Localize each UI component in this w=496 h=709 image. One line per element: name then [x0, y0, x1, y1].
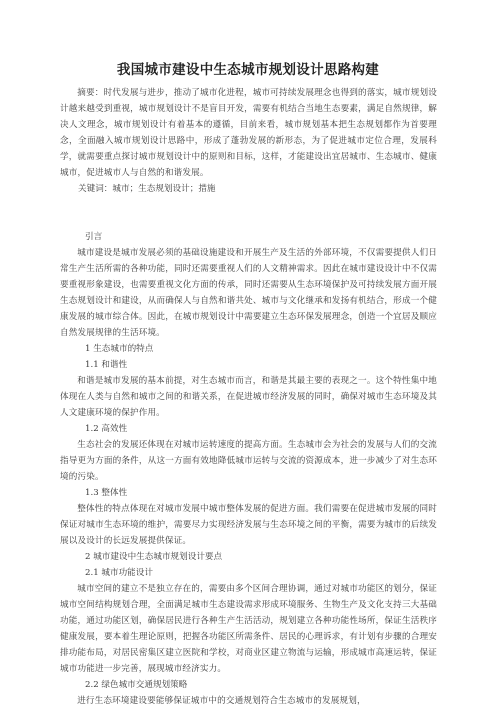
section-1-2-paragraph: 生态社会的发展还体现在对城市运转速度的提高方面。生态城市会为社会的发展与人们的交流指导更为方面的条件，从这一方面有效地降低城市运转与交流的资源成本，进一步减少了对生态环境的污染。: [60, 440, 437, 482]
intro-heading: 引言: [85, 232, 103, 242]
section-2-1-heading: 2.1 城市功能设计: [85, 568, 153, 578]
abstract-paragraph: 摘要：时代发展与进步，推动了城市化进程，城市可持续发展理念也得到的落实，城市规划设计越来越受到重视，城市规划设计不是盲目开发，需要有机结合当地生态要素，满足自然规律，解决人文理念，城市规划设计有着基本的遵循，目前来看，城市规划基本把生态规划都作为首要理念，全面融入城市规划设计思路中，形成了蓬勃发展的新形态，为了促进城市定位合理，发展科学，就需要重点探讨城市规划设计中的原则和目标，这样，才能建设出宜居城市、生态城市、健康城市，促进城市人与自然的和谐发展。: [60, 88, 437, 178]
section-2-2-heading: 2.2 绿色城市交通规划策略: [85, 680, 188, 690]
spacer: [60, 197, 437, 213]
document-body: [60, 85, 437, 709]
section-2-2-paragraph: 进行生态环境建设要能够保证城市中的交通规划符合生态城市的发展规划，: [77, 696, 366, 706]
section-1-3-heading: 1.3 整体性: [85, 488, 128, 498]
section-1-1-heading: 1.1 和谐性: [85, 360, 128, 370]
section-1-2-heading: 1.2 高效性: [85, 424, 128, 434]
section-2-1-paragraph: 城市空间的建立不是独立存在的，需要由多个区间合理协调，通过对城市功能区的划分，保证城市空间结构规划合理，全面满足城市生态建设需求形成环境服务、生物生产及文化支持三大基础功能，通过功能区划，确保居民进行各种生产生活活动，规划建立各种功能性场所，保证生活秩序健康发展，要本着生理论原则，把握各功能区所需条件、居民的心理诉求，有计划有步骤的合理安排功能布局，对居民密集区建立医院和学校，对商业区建立物流与运输，形成城市高速运转，保证城市功能进一步完善，展现城市经济实力。: [60, 584, 437, 674]
section-2-heading: 2 城市建设中生态城市规划设计要点: [85, 552, 223, 562]
spacer: [60, 213, 437, 229]
document-title: 我国城市建设中生态城市规划设计思路构建: [116, 62, 380, 78]
section-1-heading: 1 生态城市的特点: [85, 344, 154, 354]
intro-paragraph: 城市建设是城市发展必须的基础设施建设和开展生产及生活的外部环境，不仅需要提供人们日常生产生活所需的各种功能，同时还需要重视人们的人文精神需求。因此在城市建设设计中不仅需要重视形象建设，也需要重视文化方面的传承，同时还需要从生态环境保护及可持续发展方面开展生态规划设计和建设，从而确保人与自然和谐共处、城市与文化继承和发扬有机结合，形成一个健康发展的城市综合体。因此，在城市规划设计中需要建立生态环保发展理念，创造一个宜居及顺应自然发展规律的生活环境。: [60, 248, 437, 338]
section-1-3-paragraph: 整体性的特点体现在对城市发展中城市整体发展的促进方面。我们需要在促进城市发展的同时保证对城市生态环境的维护，需要尽力实现经济发展与生态环境之间的平衡，需要为城市的后续发展以及设计的长远发展提供保证。: [60, 504, 437, 546]
section-1-1-paragraph: 和谐是城市发展的基本前提，对生态城市而言，和谐是其最主要的表现之一。这个特性集中地体现在人类与自然和城市之间的和谐关系，在促进城市经济发展的同时，确保对城市生态环境及其人文建康环境的保护作用。: [60, 376, 437, 418]
keywords-line: 关键词：城市；生态规划设计；措施: [78, 184, 216, 194]
